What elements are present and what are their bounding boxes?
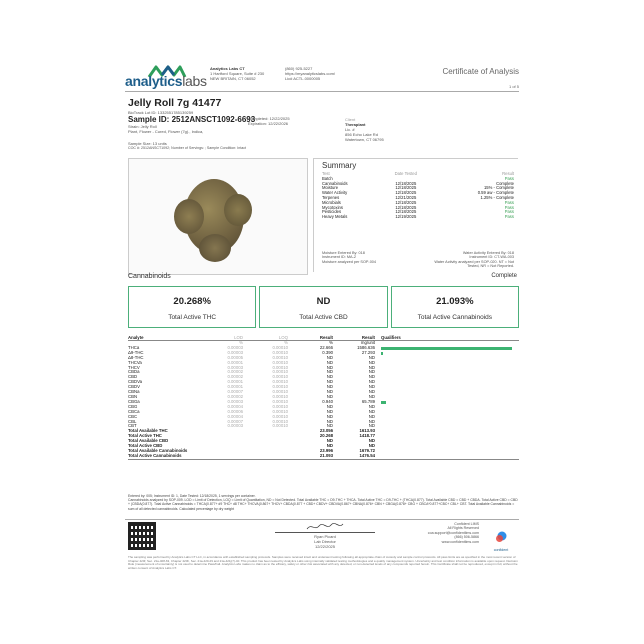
- test-name: Moisture: [322, 185, 339, 191]
- analyte-result-mg: 65.789: [361, 398, 375, 404]
- total-result-mg: 1418.77: [359, 433, 375, 439]
- col-loq: LOQ: [243, 335, 288, 341]
- analyte-result-pct: ND: [326, 369, 333, 375]
- test-result: 0.59 aw - Complete: [477, 190, 514, 196]
- moisture-entered-by: Moisture Entered By: 018: [322, 251, 365, 255]
- client-name: Theraplant: [345, 122, 366, 127]
- col-qualifiers: Qualifiers: [375, 335, 519, 341]
- col-date: Date Tested: [394, 171, 417, 176]
- analyte-lod: 0.00001: [227, 379, 243, 385]
- analyte-result-mg: ND: [368, 423, 375, 429]
- analyte-lod: 0.00003: [227, 364, 243, 370]
- total-result-pct: 23.996: [319, 447, 333, 453]
- total-result-mg: 1679.72: [359, 447, 375, 453]
- analyte-name: THCVa: [128, 359, 142, 365]
- wa-legend: Tested, NR = Not Reported.: [467, 264, 514, 269]
- analyte-result-mg: ND: [368, 354, 375, 360]
- total-name: Total Active CBD: [128, 443, 163, 449]
- test-result: Pass: [504, 209, 514, 215]
- analyte-lod: 0.00001: [227, 384, 243, 390]
- moisture-notes: [322, 251, 376, 264]
- kpi-label: Total Active THC: [168, 314, 217, 321]
- analyte-result-mg: ND: [368, 403, 375, 409]
- test-result: Pass: [504, 204, 514, 210]
- kpi-total-active-cbd: [259, 286, 387, 328]
- analyte-lod: 0.00007: [227, 389, 243, 395]
- analyte-loq: 0.00010: [272, 349, 288, 355]
- cannabinoids-status: Complete: [491, 273, 517, 279]
- test-date: 12/18/2025: [395, 204, 417, 210]
- wa-instrument: Instrument ID: CT-WA-003: [469, 255, 514, 260]
- total-result-mg: 1613.93: [359, 428, 375, 434]
- company-name: Analytics Labs CT: [210, 66, 245, 71]
- analyte-lod: 0.00002: [227, 393, 243, 399]
- summary-title: Summary: [322, 161, 357, 170]
- kpi-value: 20.268%: [173, 296, 211, 307]
- total-result-mg: 1476.54: [333, 454, 375, 459]
- address-line2: NEW BRITAIN, CT 06052: [210, 76, 256, 81]
- test-name: Water Activity: [322, 190, 348, 196]
- total-name: Total Active Cannabinoids: [128, 454, 198, 459]
- analyte-result-pct: ND: [326, 354, 333, 360]
- analyte-name: THCa: [128, 344, 140, 350]
- analyte-lod: 0.00003: [227, 423, 243, 429]
- signer-date: 12/22/2025: [314, 544, 336, 549]
- page-indicator: 1 of 5: [508, 84, 519, 89]
- kpi-label: Total Active CBD: [299, 314, 348, 321]
- product-title: Jelly Roll 7g 41477: [128, 97, 222, 109]
- analyte-name: CBG: [128, 403, 138, 409]
- total-blank: [243, 454, 288, 459]
- analyte-result-mg: 27.293: [361, 349, 375, 355]
- wa-sop: Water Activity analyzed per SOP-020. NT = Not: [434, 259, 514, 264]
- analyte-result-pct: 0.390: [322, 349, 333, 355]
- test-result: Pass: [504, 214, 514, 220]
- analyte-lod: 0.00003: [227, 349, 243, 355]
- analyte-name: CBDVa: [128, 379, 143, 385]
- logo-text-main: analytics: [125, 73, 183, 89]
- cannabinoid-notes: [128, 494, 519, 511]
- confident-logo-icon: [495, 531, 507, 543]
- analyte-name: CBGa: [128, 398, 140, 404]
- moisture-instrument: Instrument ID: MA-2: [322, 255, 356, 260]
- analyte-loq: 0.00010: [272, 418, 288, 424]
- analyte-name: Δ8-THC: [128, 354, 144, 360]
- analyte-name: Δ9-THC: [128, 349, 144, 355]
- kpi-total-active-cannabinoids: [391, 286, 519, 328]
- completed-date: Completed: 12/22/2025: [248, 116, 290, 121]
- analyte-name: CBN: [128, 393, 138, 399]
- test-date: 12/18/2025: [395, 190, 417, 196]
- signer-title: Lab Director: [314, 539, 336, 544]
- strain: Strain: Jelly Roll: [128, 124, 157, 129]
- analyte-name: CBCa: [128, 408, 140, 414]
- analyte-result-mg: ND: [368, 389, 375, 395]
- analyte-loq: 0.00010: [272, 369, 288, 375]
- analyte-lod: 0.00004: [227, 403, 243, 409]
- analyte-bar: [381, 401, 386, 405]
- signer-name: Ryan Picard: [314, 534, 336, 539]
- col-result-pct: Result: [288, 335, 333, 341]
- kpi-row: [128, 286, 519, 328]
- test-date: 12/19/2025: [395, 214, 417, 220]
- test-result: Pass: [504, 175, 514, 181]
- coc-info: COC #: 2512ANSCT1092; Number of Servings: ; Sample Condition: Intact: [128, 146, 247, 150]
- test-result: Complete: [496, 180, 514, 186]
- test-date: 12/21/2025: [395, 194, 417, 200]
- analyte-loq: 0.00010: [272, 344, 288, 350]
- address-line1: 1 Hartford Square, Suite # 230: [210, 71, 265, 76]
- footer-divider: [125, 519, 519, 520]
- kpi-value: 21.093%: [436, 296, 474, 307]
- analyte-loq: 0.00010: [272, 413, 288, 419]
- analyte-result-mg: ND: [368, 379, 375, 385]
- confident-logo: [488, 530, 514, 552]
- water-activity-notes: [434, 251, 514, 269]
- unit-loq: %: [284, 340, 288, 345]
- analyte-result-mg: ND: [368, 364, 375, 370]
- col-analyte: Analyte: [128, 335, 198, 341]
- lims-rights: All Rights Reserved: [447, 526, 479, 531]
- lims-phone: (866) 506-5866: [454, 535, 479, 540]
- analyte-loq: 0.00010: [272, 354, 288, 360]
- analyte-result-pct: ND: [326, 403, 333, 409]
- confident-logo-text: confident: [493, 548, 509, 552]
- signature-icon: [305, 522, 345, 532]
- header-divider: [125, 91, 519, 92]
- test-name: Terpenes: [322, 194, 340, 200]
- total-result-pct: 20.268: [319, 433, 333, 439]
- analyte-name: CBD: [128, 374, 138, 380]
- lims-info: [428, 522, 479, 544]
- analyte-result-mg: ND: [368, 418, 375, 424]
- unit-lod: %: [239, 340, 243, 345]
- test-name: Batch: [322, 175, 333, 181]
- dates: [248, 116, 290, 126]
- total-result-mg: ND: [368, 438, 375, 444]
- analyte-result-pct: ND: [326, 393, 333, 399]
- analyte-result-mg: ND: [368, 374, 375, 380]
- test-name: Heavy Metals: [322, 214, 348, 220]
- analyte-loq: 0.00010: [272, 384, 288, 390]
- analyte-lod: 0.00005: [227, 354, 243, 360]
- analyte-result-pct: ND: [326, 413, 333, 419]
- analyte-name: CBNa: [128, 389, 140, 395]
- summary-row: [322, 215, 514, 220]
- analyte-table: [128, 335, 519, 460]
- analyte-loq: 0.00010: [272, 423, 288, 429]
- license: Lic# ACTL.0000005: [285, 76, 321, 81]
- client-label: Client: [345, 117, 356, 122]
- logo-text-suffix: labs: [182, 73, 207, 89]
- analyte-loq: 0.00010: [272, 379, 288, 385]
- signature-line: [275, 532, 375, 533]
- client-license: Lic. #: [345, 127, 355, 132]
- analyte-result-pct: ND: [326, 389, 333, 395]
- test-result: 15% - Complete: [483, 185, 514, 191]
- product-type: Plant, Flower - Cured, Flower (7g)., Indica,: [128, 129, 204, 134]
- analyte-result-pct: ND: [326, 374, 333, 380]
- test-name: Microbials: [322, 199, 341, 205]
- total-blank: [375, 454, 519, 459]
- lims-name: Confident LIMS: [454, 522, 479, 526]
- total-name: Total Available THC: [128, 428, 168, 434]
- signature-block: [275, 522, 375, 549]
- phone: (860) 925-5227: [285, 66, 313, 71]
- bud-cluster: [199, 234, 231, 262]
- analyte-loq: 0.00010: [272, 408, 288, 414]
- analyte-loq: 0.00010: [272, 398, 288, 404]
- total-result-pct: ND: [326, 443, 333, 449]
- analyte-result-mg: ND: [368, 408, 375, 414]
- analyte-result-pct: ND: [326, 418, 333, 424]
- analyte-lod: 0.00006: [227, 408, 243, 414]
- doc-title: Certificate of Analysis: [442, 67, 519, 76]
- moisture-sop: Moisture analyzed per SOP-004: [322, 259, 377, 264]
- analyte-lod: 0.00003: [227, 398, 243, 404]
- analyte-result-mg: ND: [368, 369, 375, 375]
- analyte-name: CBT: [128, 423, 137, 429]
- analyte-loq: 0.00010: [272, 393, 288, 399]
- notes-methodology: Cannabinoids analyzed by SOP-009. LOD = Limit of Detection, LOQ = Limit of Quantitation, ND = Not Detected. Total Available THC = D9-THC + THCA. Total Active THC = D9-THC + (THCA(0.877). Total Available CBD = CBD + CBDA. Total Active CBD = CBD + (CBDA(0.877). Total Active Cannabinoids = THCA(0.877+ d9 THC+ d8 THC+ THCVA(0.867+ THCV+ CBDA(0.877 + CBD+ CBDV+ CBDVA(0.867+ CBNA(0.876+ CBN + CBGA(0.878+ CBG + CBCA*0.877+CBC+ CBL+ CBT. Total Available Cannabinoids = sum of all detected cannabinoids. Calculated percentage by dry weight: [128, 498, 518, 511]
- analyte-bar: [381, 352, 383, 356]
- total-name: Total Available CBD: [128, 438, 169, 444]
- analyte-result-pct: ND: [326, 423, 333, 429]
- total-result-pct: 23.056: [319, 428, 333, 434]
- analyte-result-pct: ND: [326, 408, 333, 414]
- analyte-name: CBDa: [128, 369, 140, 375]
- unit-result-mg: mg/unit: [360, 340, 375, 345]
- analyte-result-pct: ND: [326, 379, 333, 385]
- sample-id: Sample ID: 2512ANSCT1092-6693: [128, 115, 256, 124]
- cannabinoids-title: Cannabinoids: [128, 273, 171, 280]
- lims-website[interactable]: www.confidentlims.com: [441, 539, 479, 544]
- analyte-result-pct: 22.666: [319, 344, 333, 350]
- kpi-label: Total Active Cannabinoids: [417, 314, 493, 321]
- col-lod: LOD: [198, 335, 243, 341]
- test-result: Pass: [504, 199, 514, 205]
- analyte-result-pct: ND: [326, 384, 333, 390]
- lab-contact: [285, 66, 335, 81]
- analyte-lod: 0.00003: [227, 344, 243, 350]
- logo-wordmark: [125, 73, 207, 89]
- bud-cluster: [174, 199, 204, 234]
- test-name: Mycotoxins: [322, 204, 343, 210]
- analyte-name: CBC: [128, 413, 138, 419]
- expiration-date: Expiration: 12/22/2026: [248, 121, 289, 126]
- analyte-result-mg: ND: [368, 359, 375, 365]
- analyte-result-pct: ND: [326, 359, 333, 365]
- client-block: [345, 117, 384, 142]
- kpi-value: ND: [316, 296, 331, 307]
- lab-info: [210, 66, 264, 81]
- sample-size: Sample Size: 13 units: [128, 141, 167, 146]
- test-date: 12/18/2025: [395, 180, 417, 186]
- summary-table: [322, 172, 514, 220]
- analyte-name: THCV: [128, 364, 140, 370]
- product-image: [128, 158, 308, 275]
- analyte-loq: 0.00010: [272, 359, 288, 365]
- test-date: 12/18/2025: [395, 209, 417, 215]
- col-test: Test: [322, 171, 330, 176]
- wa-entered-by: Water Activity Entered By: 018: [462, 251, 514, 255]
- bud-cluster: [224, 194, 252, 226]
- biotrack-lot: BioTrack Lot ID: 1332551785139259: [128, 110, 194, 115]
- total-name: Total Available Cannabinoids: [128, 447, 188, 453]
- analyte-result-mg: ND: [368, 413, 375, 419]
- qr-code-icon[interactable]: [128, 522, 156, 550]
- analyte-result-mg: ND: [368, 384, 375, 390]
- client-address2: Watertown, CT 06795: [345, 137, 384, 142]
- col-result-mg: Result: [333, 335, 375, 341]
- analyte-lod: 0.00002: [227, 369, 243, 375]
- analyte-lod: 0.00007: [227, 418, 243, 424]
- test-date: 12/18/2025: [395, 199, 417, 205]
- kpi-total-active-thc: [128, 286, 256, 328]
- analyte-loq: 0.00010: [272, 374, 288, 380]
- unit-result-pct: %: [329, 340, 333, 345]
- analyte-name: CBDV: [128, 384, 140, 390]
- analyte-result-pct: ND: [326, 364, 333, 370]
- analyte-name: CBL: [128, 418, 137, 424]
- test-name: Pesticides: [322, 209, 342, 215]
- analyte-result-pct: 0.940: [322, 398, 333, 404]
- website-link[interactable]: https://myanalyticslabs.com/: [285, 71, 336, 76]
- analyte-lod: 0.00001: [227, 359, 243, 365]
- analyte-rows: [128, 341, 519, 460]
- analyte-loq: 0.00010: [272, 364, 288, 370]
- col-result: Result: [502, 171, 514, 176]
- analyte-loq: 0.00010: [272, 403, 288, 409]
- test-result: 1.25% - Complete: [480, 194, 514, 200]
- total-name: Total Active THC: [128, 433, 162, 439]
- total-result-pct: 21.093: [288, 454, 333, 459]
- analyte-result-mg: ND: [368, 393, 375, 399]
- client-address1: 856 Echo Lake Rd: [345, 132, 378, 137]
- total-blank: [198, 454, 243, 459]
- analyte-loq: 0.00010: [272, 389, 288, 395]
- analyte-lod: 0.00002: [227, 374, 243, 380]
- test-name: Cannabinoids: [322, 180, 348, 186]
- notes-entered-by: Entered by: 005; Instrument ID: 1, Date Tested: 12/18/2025, 1 servings per container.: [128, 494, 256, 498]
- disclaimer: The sampling was performed by Analytics Labs CT LLC, in accordance with established sampling protocols. Samples were received intact and underwent testing following all appropriate chain of custody and sample control protocols. All pass limits are as specified in the most recent version of Chapter 420f, Sec. 21a-408-63, Chapter 420h, Sec. 21a-420-29 and 21a-421j(7)-40. This product has been tested by Analytics Labs using internally validated testing methodologies and a quality management system. Uncertainty and test condition information is available upon request. Decision Rule (measurement of uncertainty) is not used to determine Pass/Fail. Analytics Labs makes no claim as to the efficacy, safety or other risk associated with any detected, or non-detected levels of any compounds reported herein. This Certificate shall not be reproduced, except in full, without the written consent of Analytics Labs CT.: [128, 555, 518, 570]
- total-result-pct: ND: [326, 438, 333, 444]
- analyte-result-mg: 1586.636: [357, 344, 375, 350]
- summary-panel: [313, 158, 518, 272]
- test-date: 12/18/2025: [395, 185, 417, 191]
- analyte-lod: 0.00004: [227, 413, 243, 419]
- analyte-bar: [381, 347, 512, 351]
- lims-email[interactable]: coa.support@confidentlims.com: [427, 530, 479, 535]
- total-row: [128, 454, 519, 459]
- total-result-mg: ND: [368, 443, 375, 449]
